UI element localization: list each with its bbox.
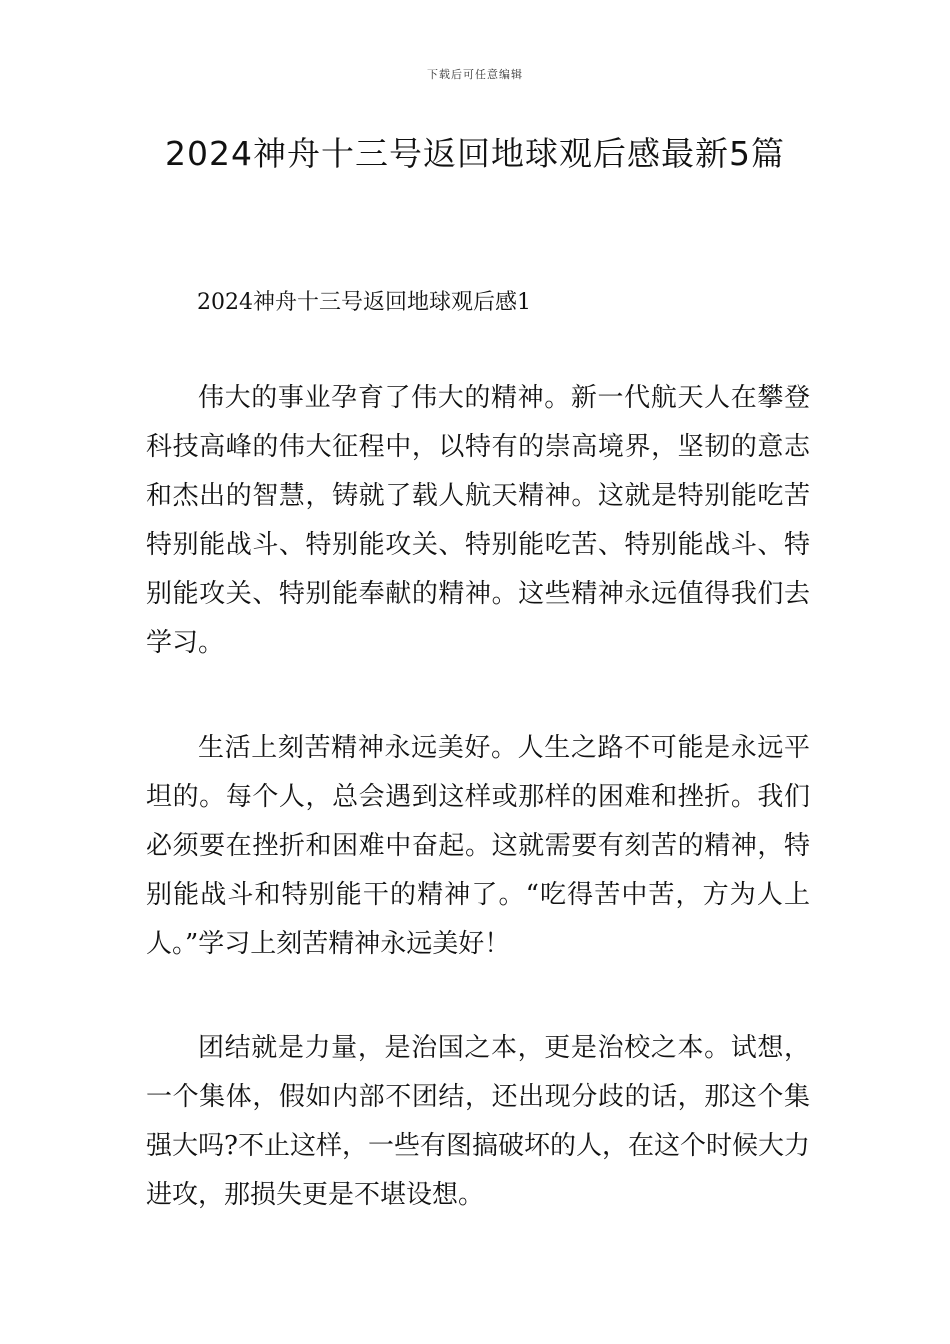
paragraph: 伟大的事业孕育了伟大的精神。新一代航天人在攀登科技高峰的伟大征程中，以特有的崇高境界，坚韧的意志和杰出的智慧，铸就了载人航天精神。这就是特别能吃苦特别能战斗、特别能攻关、特别能吃苦、特别能战斗、特别能攻关、特别能奉献的精神。这些精神永远值得我们去学习。	[146, 383, 810, 658]
paragraph: 生活上刻苦精神永远美好。人生之路不可能是永远平坦的。每个人，总会遇到这样或那样的困难和挫折。我们必须要在挫折和困难中奋起。这就需要有刻苦的精神，特别能战斗和特别能干的精神了。“吃得苦中苦，方为人上人。”学习上刻苦精神永远美好！	[146, 733, 810, 959]
document-title: 2024神舟十三号返回地球观后感最新5篇	[165, 134, 785, 173]
section-title: 2024神舟十三号返回地球观后感1	[197, 290, 531, 315]
header-note: 下载后可任意编辑	[427, 68, 523, 81]
paragraph: 团结就是力量，是治国之本，更是治校之本。试想，一个集体，假如内部不团结，还出现分歧的话，那这个集强大吗?不止这样，一些有图搞破坏的人，在这个时候大力进攻，那损失更是不堪设想。	[146, 1033, 810, 1210]
